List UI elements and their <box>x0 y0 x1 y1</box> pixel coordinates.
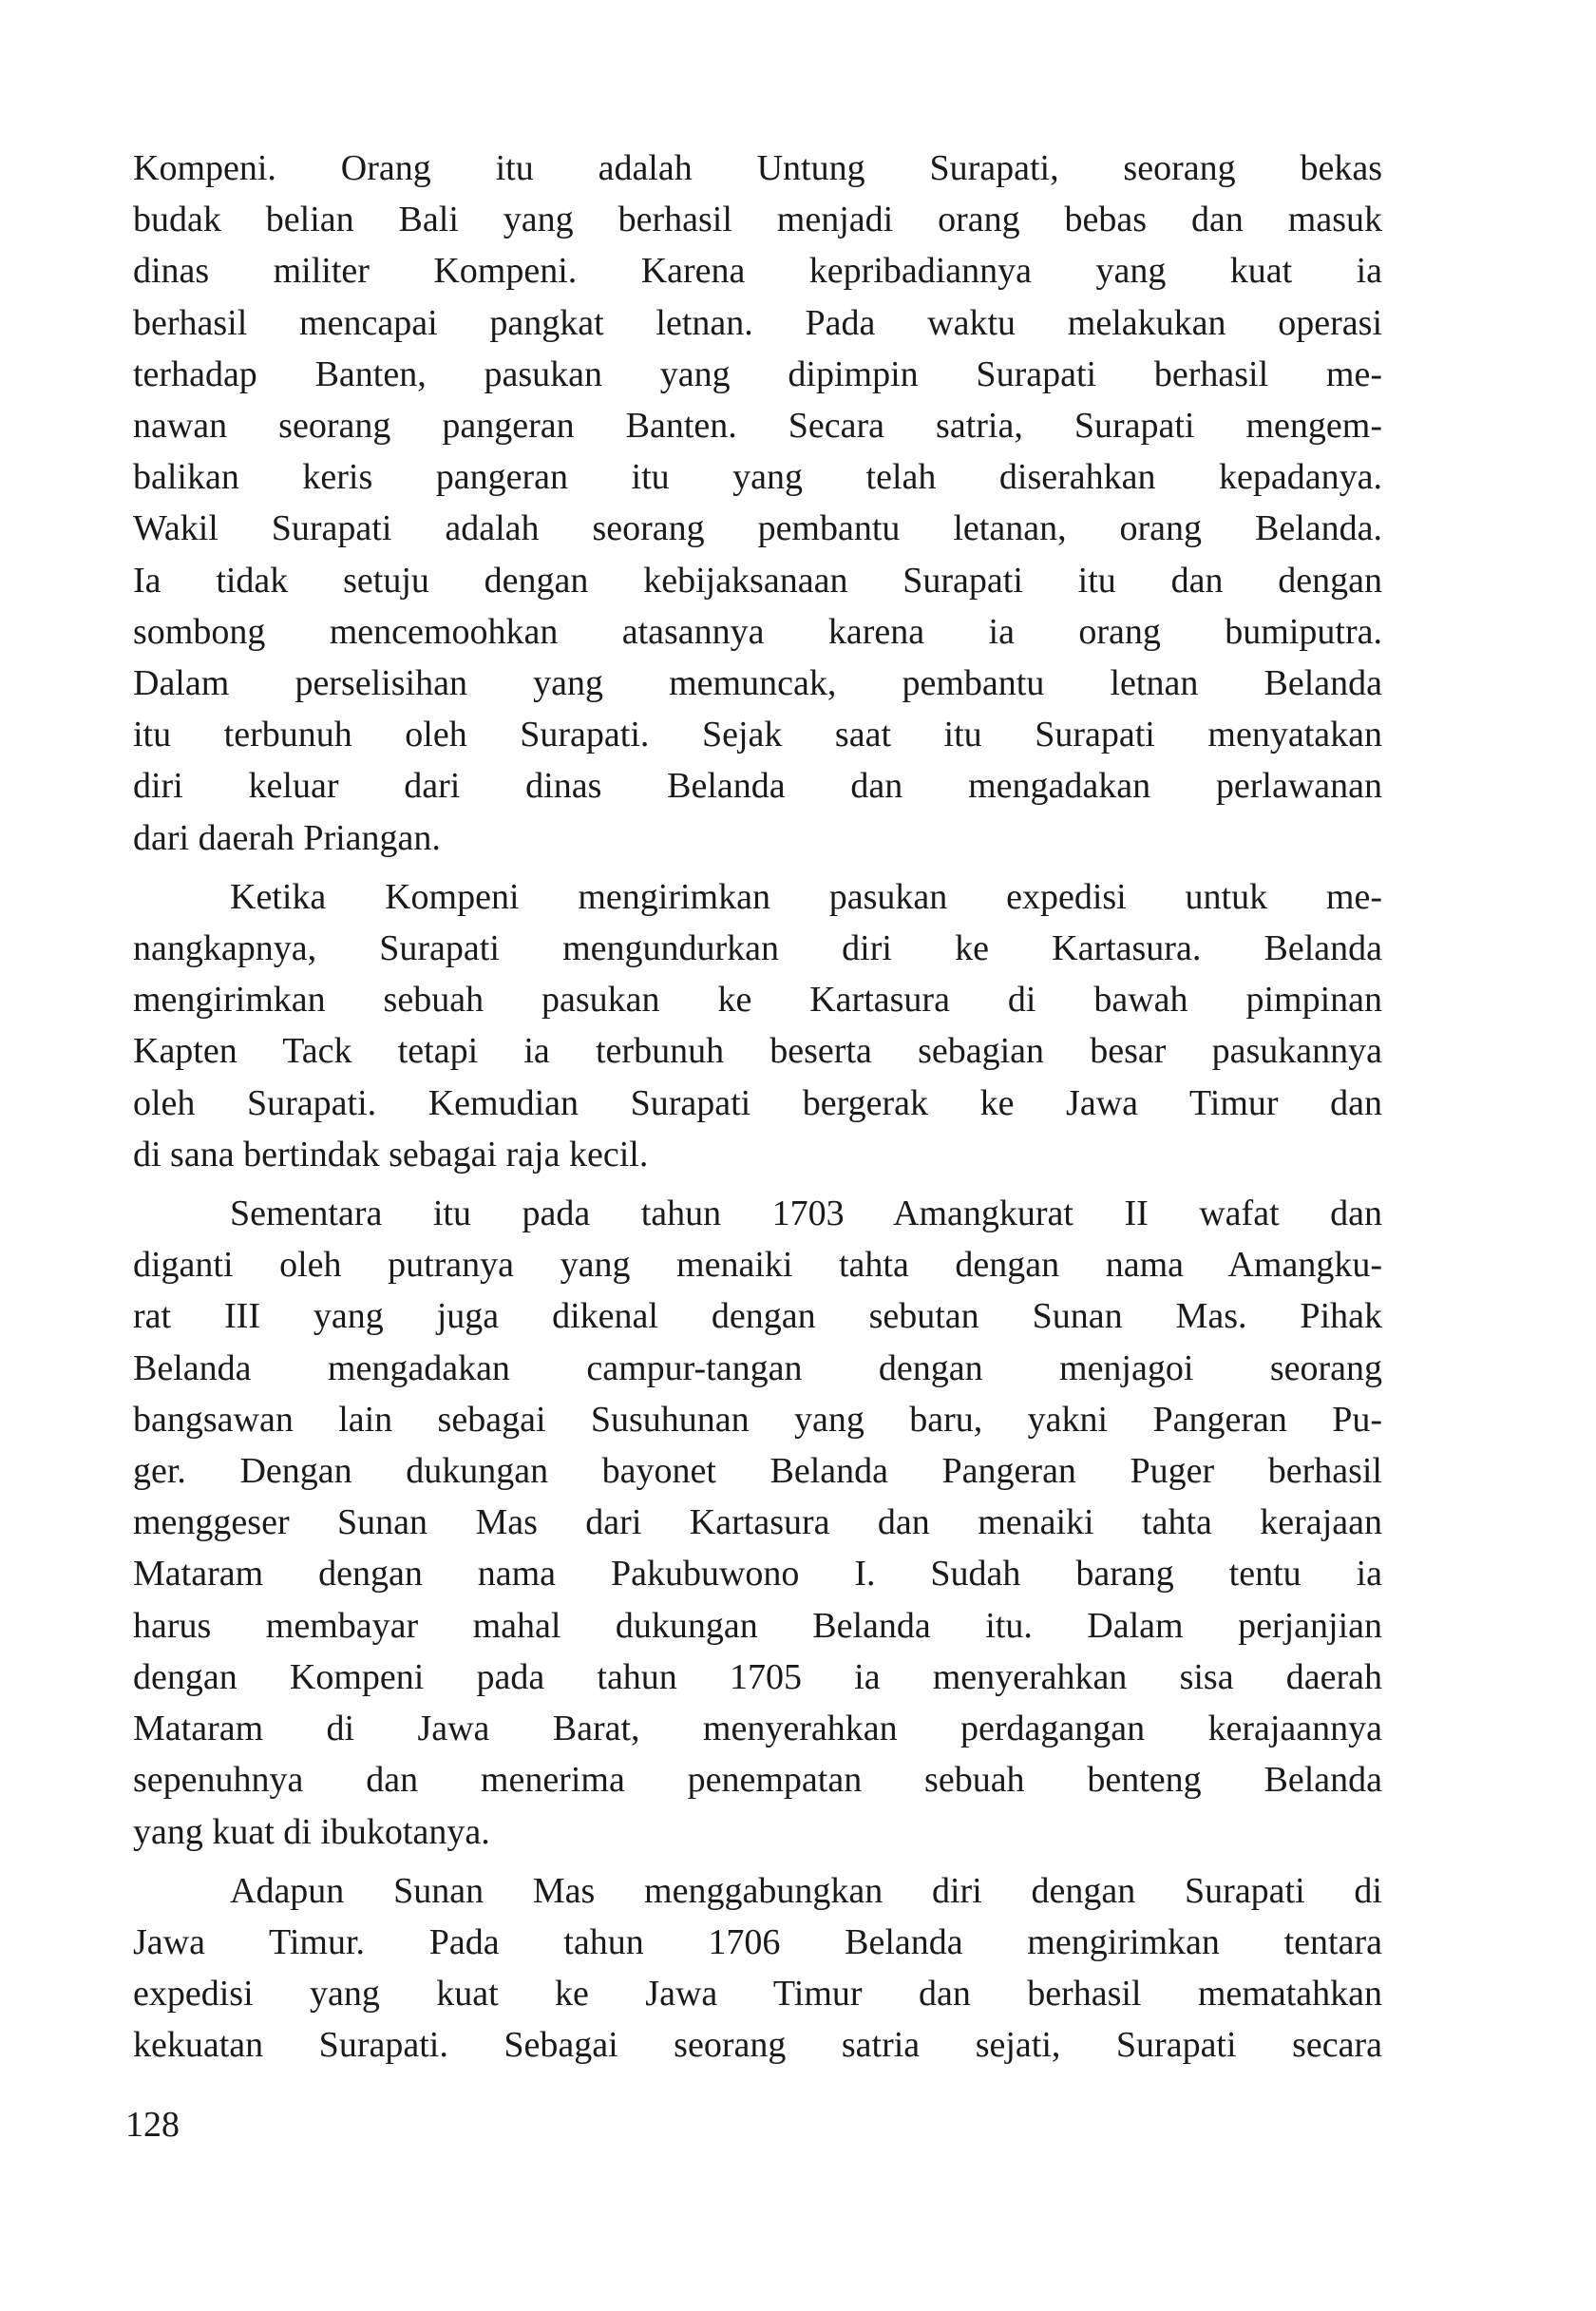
text-line: dari daerah Priangan. <box>133 817 441 858</box>
text-line: Dalam perselisihan yang memuncak, pembantu letnan Belanda <box>133 663 1382 704</box>
text-line: Mataram dengan nama Pakubuwono I. Sudah barang tentu ia <box>133 1554 1382 1595</box>
paragraph-1 <box>133 143 1382 864</box>
text-line: Jawa Timur. Pada tahun 1706 Belanda mengirimkan tentara <box>133 1921 1382 1962</box>
body-text <box>133 143 1382 2072</box>
paragraph-4 <box>133 1865 1382 2072</box>
text-line: Kompeni. Orang itu adalah Untung Surapati, seorang bekas <box>133 148 1382 188</box>
text-line: Wakil Surapati adalah seorang pembantu letanan, orang Belanda. <box>133 508 1382 549</box>
text-line: Ia tidak setuju dengan kebijaksanaan Surapati itu dan dengan <box>133 560 1382 601</box>
text-line: harus membayar mahal dukungan Belanda itu. Dalam perjanjian <box>133 1605 1382 1646</box>
text-line: Belanda mengadakan campur-tangan dengan menjagoi seorang <box>133 1347 1382 1388</box>
text-line: ger. Dengan dukungan bayonet Belanda Pangeran Puger berhasil <box>133 1451 1382 1492</box>
text-line: balikan keris pangeran itu yang telah diserahkan kepadanya. <box>133 457 1382 498</box>
text-line: Sementara itu pada tahun 1703 Amangkurat II wafat dan <box>230 1194 1382 1234</box>
text-line: rat III yang juga dikenal dengan sebutan Sunan Mas. Pihak <box>133 1296 1382 1337</box>
paragraph-2 <box>133 871 1382 1180</box>
text-line: mengirimkan sebuah pasukan ke Kartasura di bawah pimpinan <box>133 980 1382 1021</box>
text-line: expedisi yang kuat ke Jawa Timur dan berhasil mematahkan <box>133 1974 1382 2015</box>
text-line: nawan seorang pangeran Banten. Secara satria, Surapati mengem- <box>133 406 1382 447</box>
text-line: Ketika Kompeni mengirimkan pasukan expedisi untuk me- <box>230 876 1382 917</box>
text-line: dinas militer Kompeni. Karena kepribadiannya yang kuat ia <box>133 251 1382 292</box>
text-line: bangsawan lain sebagai Susuhunan yang baru, yakni Pangeran Pu- <box>133 1399 1382 1440</box>
text-line: Kapten Tack tetapi ia terbunuh beserta sebagian besar pasukannya <box>133 1031 1382 1072</box>
text-line: nangkapnya, Surapati mengundurkan diri ke Kartasura. Belanda <box>133 928 1382 969</box>
paragraph-3 <box>133 1188 1382 1858</box>
text-line: Adapun Sunan Mas menggabungkan diri dengan Surapati di <box>230 1870 1382 1911</box>
text-line: itu terbunuh oleh Surapati. Sejak saat itu Surapati menyatakan <box>133 715 1382 755</box>
text-line: diri keluar dari dinas Belanda dan mengadakan perlawanan <box>133 766 1382 807</box>
page-number: 128 <box>125 2105 180 2145</box>
text-line: kekuatan Surapati. Sebagai seorang satria sejati, Surapati secara <box>133 2025 1382 2066</box>
text-line: budak belian Bali yang berhasil menjadi orang bebas dan masuk <box>133 200 1382 240</box>
text-line: dengan Kompeni pada tahun 1705 ia menyerahkan sisa daerah <box>133 1656 1382 1697</box>
text-line: sombong mencemoohkan atasannya karena ia orang bumiputra. <box>133 611 1382 652</box>
text-line: sepenuhnya dan menerima penempatan sebuah benteng Belanda <box>133 1760 1382 1801</box>
text-line: menggeser Sunan Mas dari Kartasura dan menaiki tahta kerajaan <box>133 1502 1382 1543</box>
text-line: berhasil mencapai pangkat letnan. Pada waktu melakukan operasi <box>133 302 1382 343</box>
text-line: yang kuat di ibukotanya. <box>133 1811 490 1852</box>
text-line: di sana bertindak sebagai raja kecil. <box>133 1134 649 1175</box>
text-line: diganti oleh putranya yang menaiki tahta dengan nama Amangku- <box>133 1245 1382 1286</box>
text-line: terhadap Banten, pasukan yang dipimpin Surapati berhasil me- <box>133 353 1382 394</box>
text-line: oleh Surapati. Kemudian Surapati bergerak ke Jawa Timur dan <box>133 1082 1382 1123</box>
text-line: Mataram di Jawa Barat, menyerahkan perdagangan kerajaannya <box>133 1709 1382 1749</box>
